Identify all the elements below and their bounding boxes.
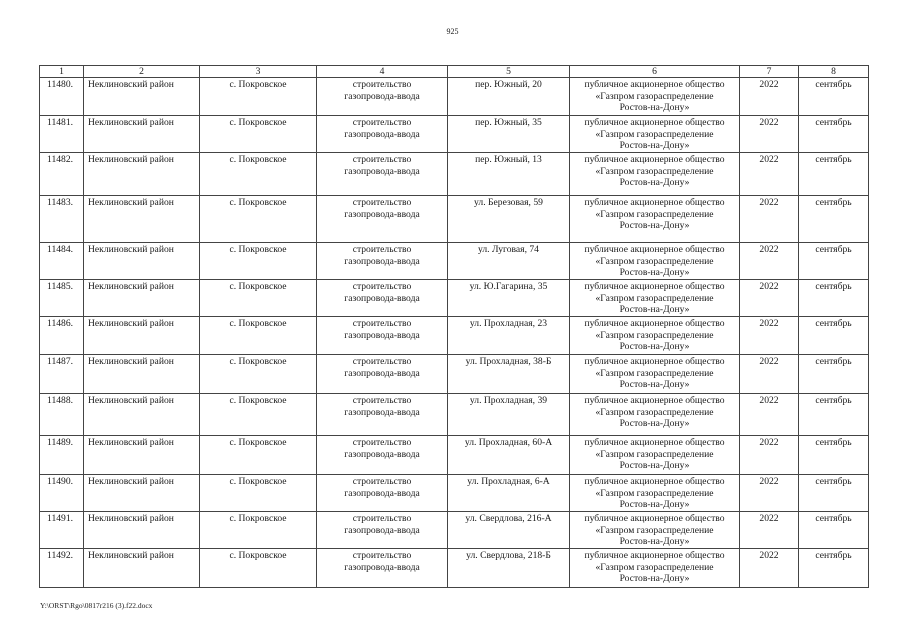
organization-line: «Газпром газораспределение: [595, 561, 714, 573]
work-type-line: строительство: [352, 79, 412, 90]
address-cell: ул. Свердлова, 216-А: [448, 512, 570, 549]
organization-line: публичное акционерное общество: [584, 318, 725, 329]
table-row: [40, 280, 869, 317]
work-type-cell: [317, 78, 448, 116]
table-row: [40, 475, 869, 512]
work-type-line: газопровода-ввода: [344, 255, 420, 267]
work-type-line: строительство: [352, 117, 412, 128]
work-type-cell: [317, 243, 448, 280]
organization-line: «Газпром газораспределение: [595, 524, 714, 536]
work-type-line: строительство: [352, 437, 412, 448]
table-row: [40, 196, 869, 243]
settlement-cell: с. Покровское: [200, 116, 317, 153]
organization-line: «Газпром газораспределение: [595, 165, 714, 177]
settlement-cell: с. Покровское: [200, 196, 317, 243]
address-cell: ул. Березовая, 59: [448, 196, 570, 243]
organization-line: публичное акционерное общество: [584, 154, 725, 165]
district-cell: Неклиновский район: [84, 317, 200, 355]
organization-line: публичное акционерное общество: [584, 476, 725, 487]
address-cell: ул. Ю.Гагарина, 35: [448, 280, 570, 317]
settlement-cell: с. Покровское: [200, 394, 317, 436]
work-type-cell: [317, 355, 448, 394]
settlement-cell: с. Покровское: [200, 475, 317, 512]
work-type-line: газопровода-ввода: [344, 524, 420, 536]
settlement-cell: с. Покровское: [200, 436, 317, 475]
district-cell: Неклиновский район: [84, 512, 200, 549]
month-cell: сентябрь: [799, 153, 869, 196]
address-cell: ул. Прохладная, 23: [448, 317, 570, 355]
work-type-line: газопровода-ввода: [344, 128, 420, 140]
table-row: [40, 243, 869, 280]
work-type-line: газопровода-ввода: [344, 208, 420, 220]
table-row: [40, 78, 869, 116]
organization-line: Ростов-на-Дону»: [619, 220, 690, 232]
organization-cell: [570, 475, 740, 512]
work-type-line: газопровода-ввода: [344, 448, 420, 460]
header-row: [40, 66, 869, 78]
month-cell: сентябрь: [799, 394, 869, 436]
district-cell: Неклиновский район: [84, 394, 200, 436]
file-path-footer: Y:\ORST\Rgo\0817r216 (3).f22.docx: [40, 601, 153, 610]
organization-line: публичное акционерное общество: [584, 117, 725, 128]
table-row: [40, 512, 869, 549]
year-cell: 2022: [740, 475, 799, 512]
organization-cell: [570, 243, 740, 280]
organization-line: «Газпром газораспределение: [595, 406, 714, 418]
settlement-cell: с. Покровское: [200, 355, 317, 394]
organization-cell: [570, 78, 740, 116]
address-cell: пер. Южный, 13: [448, 153, 570, 196]
organization-line: публичное акционерное общество: [584, 550, 725, 561]
district-cell: Неклиновский район: [84, 116, 200, 153]
row-number: 11489.: [40, 436, 84, 475]
organization-line: «Газпром газораспределение: [595, 128, 714, 140]
organization-line: публичное акционерное общество: [584, 197, 725, 208]
work-type-line: газопровода-ввода: [344, 292, 420, 304]
organization-line: Ростов-на-Дону»: [619, 304, 690, 316]
organization-line: публичное акционерное общество: [584, 437, 725, 448]
organization-cell: [570, 549, 740, 588]
row-number: 11484.: [40, 243, 84, 280]
work-type-cell: [317, 153, 448, 196]
registry-body: [40, 78, 869, 588]
district-cell: Неклиновский район: [84, 280, 200, 317]
organization-cell: [570, 317, 740, 355]
work-type-cell: [317, 549, 448, 588]
settlement-cell: с. Покровское: [200, 243, 317, 280]
row-number: 11490.: [40, 475, 84, 512]
address-cell: ул. Прохладная, 39: [448, 394, 570, 436]
table-row: [40, 436, 869, 475]
work-type-cell: [317, 116, 448, 153]
month-cell: сентябрь: [799, 243, 869, 280]
month-cell: сентябрь: [799, 116, 869, 153]
column-header: 3: [200, 66, 317, 78]
organization-line: «Газпром газораспределение: [595, 255, 714, 267]
organization-line: публичное акционерное общество: [584, 356, 725, 367]
table-row: [40, 153, 869, 196]
organization-line: Ростов-на-Дону»: [619, 573, 690, 585]
work-type-line: газопровода-ввода: [344, 561, 420, 573]
work-type-line: газопровода-ввода: [344, 165, 420, 177]
address-cell: ул. Прохладная, 6-А: [448, 475, 570, 512]
month-cell: сентябрь: [799, 317, 869, 355]
organization-cell: [570, 196, 740, 243]
organization-line: Ростов-на-Дону»: [619, 460, 690, 472]
organization-cell: [570, 153, 740, 196]
column-header: 2: [84, 66, 200, 78]
column-header: 1: [40, 66, 84, 78]
column-header: 5: [448, 66, 570, 78]
year-cell: 2022: [740, 280, 799, 317]
organization-line: Ростов-на-Дону»: [619, 177, 690, 189]
row-number: 11486.: [40, 317, 84, 355]
work-type-line: строительство: [352, 197, 412, 208]
organization-cell: [570, 512, 740, 549]
year-cell: 2022: [740, 116, 799, 153]
year-cell: 2022: [740, 394, 799, 436]
organization-line: публичное акционерное общество: [584, 513, 725, 524]
year-cell: 2022: [740, 512, 799, 549]
settlement-cell: с. Покровское: [200, 280, 317, 317]
work-type-cell: [317, 475, 448, 512]
work-type-line: газопровода-ввода: [344, 367, 420, 379]
row-number: 11485.: [40, 280, 84, 317]
table-row: [40, 355, 869, 394]
organization-line: «Газпром газораспределение: [595, 487, 714, 499]
organization-line: Ростов-на-Дону»: [619, 499, 690, 511]
year-cell: 2022: [740, 243, 799, 280]
organization-line: Ростов-на-Дону»: [619, 418, 690, 430]
district-cell: Неклиновский район: [84, 475, 200, 512]
district-cell: Неклиновский район: [84, 243, 200, 280]
work-type-line: строительство: [352, 550, 412, 561]
work-type-cell: [317, 317, 448, 355]
work-type-line: строительство: [352, 395, 412, 406]
page-number: 925: [446, 27, 459, 36]
month-cell: сентябрь: [799, 355, 869, 394]
year-cell: 2022: [740, 153, 799, 196]
work-type-line: строительство: [352, 513, 412, 524]
work-type-line: строительство: [352, 244, 412, 255]
work-type-line: строительство: [352, 281, 412, 292]
column-header: 6: [570, 66, 740, 78]
organization-line: Ростов-на-Дону»: [619, 379, 690, 391]
organization-line: Ростов-на-Дону»: [619, 102, 690, 114]
district-cell: Неклиновский район: [84, 78, 200, 116]
organization-cell: [570, 116, 740, 153]
work-type-line: газопровода-ввода: [344, 406, 420, 418]
table-row: [40, 394, 869, 436]
row-number: 11488.: [40, 394, 84, 436]
organization-cell: [570, 280, 740, 317]
work-type-cell: [317, 280, 448, 317]
work-type-line: строительство: [352, 154, 412, 165]
work-type-cell: [317, 436, 448, 475]
row-number: 11483.: [40, 196, 84, 243]
address-cell: ул. Луговая, 74: [448, 243, 570, 280]
month-cell: сентябрь: [799, 78, 869, 116]
work-type-line: газопровода-ввода: [344, 487, 420, 499]
organization-line: «Газпром газораспределение: [595, 208, 714, 220]
settlement-cell: с. Покровское: [200, 153, 317, 196]
district-cell: Неклиновский район: [84, 549, 200, 588]
settlement-cell: с. Покровское: [200, 512, 317, 549]
district-cell: Неклиновский район: [84, 153, 200, 196]
row-number: 11480.: [40, 78, 84, 116]
organization-line: Ростов-на-Дону»: [619, 140, 690, 152]
organization-cell: [570, 394, 740, 436]
organization-line: «Газпром газораспределение: [595, 448, 714, 460]
work-type-line: газопровода-ввода: [344, 90, 420, 102]
column-header: 4: [317, 66, 448, 78]
settlement-cell: с. Покровское: [200, 549, 317, 588]
organization-cell: [570, 355, 740, 394]
table-row: [40, 317, 869, 355]
address-cell: ул. Свердлова, 218-Б: [448, 549, 570, 588]
year-cell: 2022: [740, 196, 799, 243]
month-cell: сентябрь: [799, 196, 869, 243]
district-cell: Неклиновский район: [84, 436, 200, 475]
work-type-cell: [317, 394, 448, 436]
work-type-cell: [317, 512, 448, 549]
organization-line: Ростов-на-Дону»: [619, 536, 690, 548]
organization-line: публичное акционерное общество: [584, 244, 725, 255]
organization-line: «Газпром газораспределение: [595, 292, 714, 304]
work-type-line: строительство: [352, 356, 412, 367]
work-type-cell: [317, 196, 448, 243]
address-cell: пер. Южный, 20: [448, 78, 570, 116]
address-cell: ул. Прохладная, 60-А: [448, 436, 570, 475]
organization-line: «Газпром газораспределение: [595, 90, 714, 102]
address-cell: ул. Прохладная, 38-Б: [448, 355, 570, 394]
month-cell: сентябрь: [799, 512, 869, 549]
month-cell: сентябрь: [799, 436, 869, 475]
table-row: [40, 116, 869, 153]
district-cell: Неклиновский район: [84, 355, 200, 394]
work-type-line: строительство: [352, 476, 412, 487]
month-cell: сентябрь: [799, 475, 869, 512]
organization-line: «Газпром газораспределение: [595, 329, 714, 341]
month-cell: сентябрь: [799, 280, 869, 317]
month-cell: сентябрь: [799, 549, 869, 588]
organization-line: Ростов-на-Дону»: [619, 341, 690, 353]
year-cell: 2022: [740, 78, 799, 116]
district-cell: Неклиновский район: [84, 196, 200, 243]
row-number: 11482.: [40, 153, 84, 196]
year-cell: 2022: [740, 436, 799, 475]
organization-line: публичное акционерное общество: [584, 79, 725, 90]
row-number: 11481.: [40, 116, 84, 153]
work-type-line: строительство: [352, 318, 412, 329]
address-cell: пер. Южный, 35: [448, 116, 570, 153]
work-type-line: газопровода-ввода: [344, 329, 420, 341]
organization-line: Ростов-на-Дону»: [619, 267, 690, 279]
organization-cell: [570, 436, 740, 475]
organization-line: публичное акционерное общество: [584, 395, 725, 406]
settlement-cell: с. Покровское: [200, 78, 317, 116]
year-cell: 2022: [740, 317, 799, 355]
row-number: 11487.: [40, 355, 84, 394]
registry-table: [39, 65, 869, 588]
column-header: 8: [799, 66, 869, 78]
table-row: [40, 549, 869, 588]
column-header: 7: [740, 66, 799, 78]
row-number: 11491.: [40, 512, 84, 549]
year-cell: 2022: [740, 355, 799, 394]
organization-line: публичное акционерное общество: [584, 281, 725, 292]
year-cell: 2022: [740, 549, 799, 588]
settlement-cell: с. Покровское: [200, 317, 317, 355]
row-number: 11492.: [40, 549, 84, 588]
organization-line: «Газпром газораспределение: [595, 367, 714, 379]
